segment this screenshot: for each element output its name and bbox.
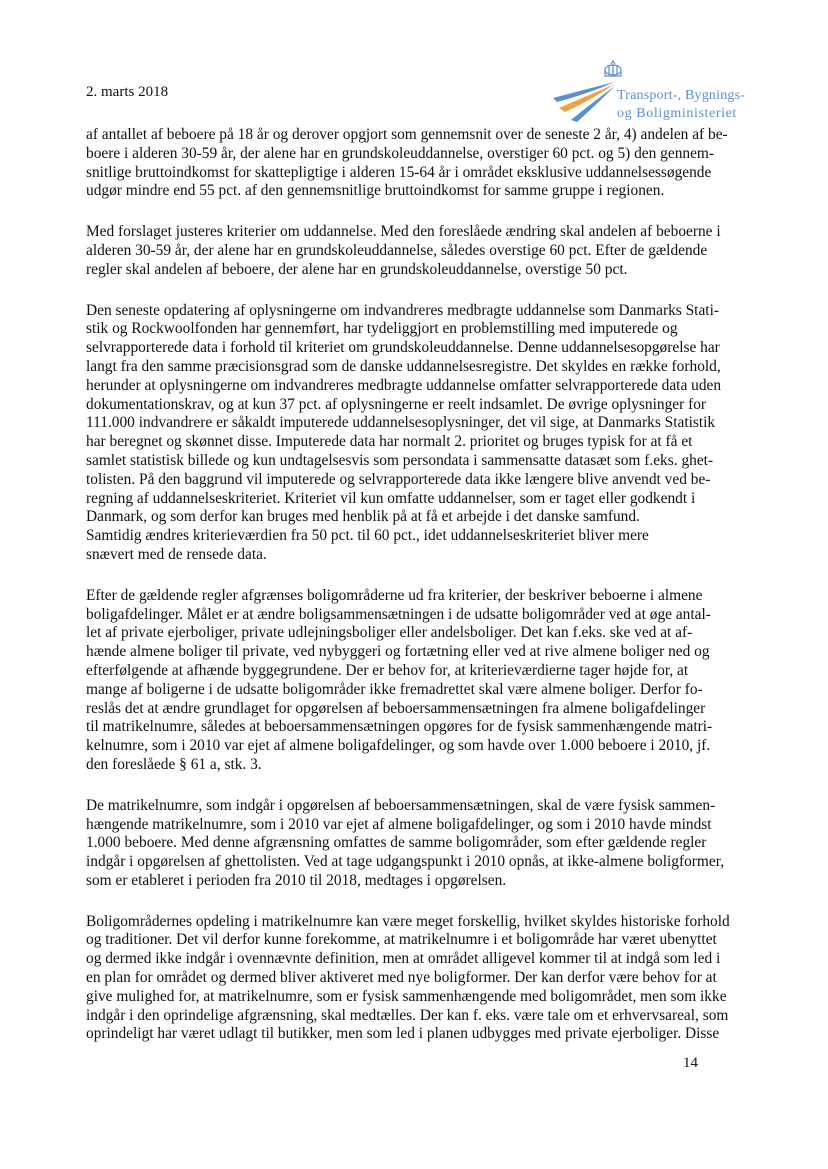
ministry-logo — [553, 60, 763, 122]
logo-text-line1: Transport-, Bygnings- — [617, 88, 746, 103]
document-body — [86, 126, 758, 1066]
document-date: 2. marts 2018 — [86, 84, 169, 100]
paragraph: Den seneste opdatering af oplysningerne om indvandreres medbragte uddannelse som Danmarks Stati- stik og Rockwoolfonden har gennemført, har tydeliggjort en problemstilling med imputerede og selvrapporterede data i forhold til kriteriet om grundskoleuddannelse. Denne uddannelsesopgørelse har langt fra den samme præcisionsgrad som de danske uddannelsesregistre. Det skyldes en række forhold, herunder at oplysningerne om indvandreres medbragte uddannelse omfatter selvrapporterede data uden dokumentationskrav, og at kun 37 pct. af oplysningerne er reelt indsamlet. De øvrige oplysninger for 111.000 indvandrere er såkaldt imputerede uddannelsesoplysninger, det vil sige, at Danmarks Statistik har beregnet og skønnet disse. Imputerede data har normalt 2. prioritet og bruges typisk for at få et samlet statistisk billede og kun undtagelsesvis som persondata i sammensatte datasæt som f.eks. ghet- tolisten. På den baggrund vil imputerede og selvrapporterede data ikke længere blive anvendt ved be- regning af uddannelseskriteriet. Kriteriet vil kun omfatte uddannelser, som er taget eller godkendt i Danmark, og som derfor kan bruges med henblik på at få et arbejde i det danske samfund. Samtidig ændres kriterieværdien fra 50 pct. til 60 pct., idet uddannelseskriteriet bliver mere snævert med de rensede data. — [86, 301, 722, 563]
paragraph: Med forslaget justeres kriterier om uddannelse. Med den foreslåede ændring skal andelen af beboerne i alderen 30-59 år, der alene har en grundskoleuddannelse, således overstige 60 pct. Efter de gældende regler skal andelen af beboere, der alene har en grundskoleuddannelse, overstige 50 pct. — [86, 223, 721, 278]
paragraph: af antallet af beboere på 18 år og derover opgjort som gennemsnit over de seneste 2 år, 4) andelen af be- boere i alderen 30-59 år, der alene har en grundskoleuddannelse, overstiger 60 pct. og 5) den gennem- snitlige bruttoindkomst for skattepligtige i alderen 15-64 år i området eksklusive uddannelsessøgende udgør mindre end 55 pct. af den gennemsnitlige bruttoindkomst for samme gruppe i regionen. — [86, 126, 728, 200]
page-number: 14 — [683, 1055, 698, 1071]
paragraph: Boligområdernes opdeling i matrikelnumre kan være meget forskellig, hvilket skyldes historiske forhold og traditioner. Det vil derfor kunne forekomme, at matrikelnumre i et boligområde har været ubenyttet og dermed ikke indgår i ovennævnte definition, men at området alligevel kommer til at indgå som led i en plan for området og dermed bliver aktiveret med nye boligformer. Der kan derfor være behov for at give mulighed for, at matrikelnumre, som er fysisk sammenhængende med boligområdet, men som ikke indgår i den oprindelige afgrænsning, skal medtælles. Der kan f. eks. være tale om et erhvervsareal, som oprindeligt har været udlagt til butikker, men som led i planen udbygges med private ejerboliger. Disse — [86, 912, 730, 1043]
paragraph: Efter de gældende regler afgrænses boligområderne ud fra kriterier, der beskriver beboerne i almene boligafdelinger. Målet er at ændre boligsammensætningen i de udsatte boligområder ved at øge antal- let af private ejerboliger, private udlejningsboliger eller andelsboliger. Det kan f.eks. ske ved at af- hænde almene boliger til private, ved nybyggeri og fortætning eller ved at rive almene boliger ned og efterfølgende at afhænde byggegrundene. Der er behov for, at kriterieværdierne tager højde for, at mange af boligerne i de udsatte boligområder ikke fremadrettet skal være almene boliger. Derfor fo- reslås det at ændre grundlaget for opgørelsen af beboersammensætningen fra almene boligafdelinger til matrikelnumre, således at beboersammensætningen opgøres for de fysisk sammenhængende matri- kelnumre, som i 2010 var ejet af almene boligafdelinger, og som havde over 1.000 beboere i 2010, jf. den foreslåede § 61 a, stk. 3. — [86, 586, 713, 773]
paragraph: De matrikelnumre, som indgår i opgørelsen af beboersammensætningen, skal de være fysisk sammen- hængende matrikelnumre, som i 2010 var ejet af almene boligafdelinger, og som i 2010 havde mindst 1.000 beboere. Med denne afgrænsning omfattes de samme boligområder, som efter gældende regler indgår i opgørelsen af ghettolisten. Ved at tage udgangspunkt i 2010 opnås, at ikke-almene boligformer, som er etableret i perioden fra 2010 til 2018, medtages i opgørelsen. — [86, 796, 725, 889]
logo-text-line2: og Boligministeriet — [617, 106, 737, 121]
